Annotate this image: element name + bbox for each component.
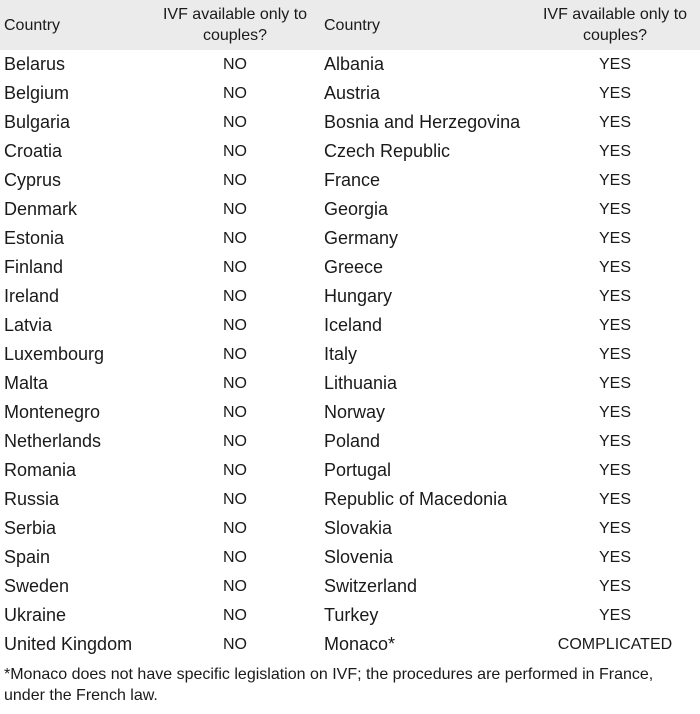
right-ivf-status-cell: YES xyxy=(598,114,631,131)
left-ivf-status-cell: NO xyxy=(223,172,247,189)
left-ivf-status-cell: NO xyxy=(223,346,247,363)
left-country-cell: Finland xyxy=(4,257,64,277)
right-ivf-status-cell: YES xyxy=(598,404,631,421)
left-ivf-status-cell: NO xyxy=(223,462,247,479)
table-row xyxy=(0,311,700,340)
table-row xyxy=(0,137,700,166)
left-ivf-status-cell: NO xyxy=(223,85,247,102)
left-country-cell: Belgium xyxy=(4,83,70,103)
right-country-cell: Italy xyxy=(324,344,358,364)
right-country-cell: Austria xyxy=(324,83,381,103)
left-country-cell: Romania xyxy=(4,460,77,480)
table-row xyxy=(0,195,700,224)
right-ivf-status-cell: YES xyxy=(598,288,631,305)
right-ivf-status-cell: YES xyxy=(598,230,631,247)
right-country-cell: Republic of Macedonia xyxy=(324,489,508,509)
right-country-cell: Monaco* xyxy=(324,634,396,654)
right-ivf-status-cell: YES xyxy=(598,433,631,450)
table-row xyxy=(0,369,700,398)
right-country-cell: Czech Republic xyxy=(324,141,451,161)
right-country-cell: Switzerland xyxy=(324,576,418,596)
table-row xyxy=(0,282,700,311)
table-row xyxy=(0,224,700,253)
right-ivf-status-cell: YES xyxy=(598,172,631,189)
table-row xyxy=(0,630,700,659)
right-ivf-status-cell: YES xyxy=(598,549,631,566)
right-country-cell: Georgia xyxy=(324,199,389,219)
header-country-right: Country xyxy=(320,0,530,50)
right-ivf-status-cell: YES xyxy=(598,85,631,102)
right-ivf-status-cell: YES xyxy=(598,520,631,537)
right-ivf-status-cell: YES xyxy=(598,462,631,479)
table-row xyxy=(0,398,700,427)
left-ivf-status-cell: NO xyxy=(223,259,247,276)
left-country-cell: Belarus xyxy=(4,54,66,74)
right-country-cell: Albania xyxy=(324,54,385,74)
right-country-cell: Lithuania xyxy=(324,373,398,393)
left-ivf-status-cell: NO xyxy=(223,433,247,450)
right-ivf-status-cell: YES xyxy=(598,317,631,334)
left-country-cell: Ukraine xyxy=(4,605,67,625)
table-row xyxy=(0,253,700,282)
left-ivf-status-cell: NO xyxy=(223,143,247,160)
table-row xyxy=(0,485,700,514)
right-ivf-status-cell: YES xyxy=(598,491,631,508)
left-country-cell: Montenegro xyxy=(4,402,101,422)
left-country-cell: Luxembourg xyxy=(4,344,105,364)
table-row xyxy=(0,50,700,79)
right-country-cell: Germany xyxy=(324,228,399,248)
left-ivf-status-cell: NO xyxy=(223,201,247,218)
table-row xyxy=(0,514,700,543)
footnote: *Monaco does not have specific legislation on IVF; the procedures are performed in France, under the French law. xyxy=(4,666,654,704)
table-row xyxy=(0,108,700,137)
table-row xyxy=(0,572,700,601)
table-row xyxy=(0,427,700,456)
table-row xyxy=(0,340,700,369)
left-ivf-status-cell: NO xyxy=(223,607,247,624)
right-country-cell: Bosnia and Herzegovina xyxy=(324,112,521,132)
left-ivf-status-cell: NO xyxy=(223,636,247,653)
left-country-cell: Ireland xyxy=(4,286,60,306)
right-country-cell: Turkey xyxy=(324,605,379,625)
left-country-cell: Netherlands xyxy=(4,431,102,451)
table-body xyxy=(0,50,700,659)
left-country-cell: Latvia xyxy=(4,315,53,335)
left-country-cell: Sweden xyxy=(4,576,70,596)
header-row xyxy=(0,0,700,50)
right-country-cell: Hungary xyxy=(324,286,393,306)
table-row xyxy=(0,166,700,195)
right-country-cell: Slovakia xyxy=(324,518,393,538)
left-ivf-status-cell: NO xyxy=(223,288,247,305)
right-country-cell: Poland xyxy=(324,431,381,451)
left-ivf-status-cell: NO xyxy=(223,491,247,508)
right-country-cell: Iceland xyxy=(324,315,383,335)
right-ivf-status-cell: COMPLICATED xyxy=(557,636,673,653)
right-ivf-status-cell: YES xyxy=(598,607,631,624)
right-ivf-status-cell: YES xyxy=(598,259,631,276)
left-ivf-status-cell: NO xyxy=(223,404,247,421)
left-country-cell: Bulgaria xyxy=(4,112,71,132)
left-ivf-status-cell: NO xyxy=(223,549,247,566)
right-ivf-status-cell: YES xyxy=(598,201,631,218)
right-ivf-status-cell: YES xyxy=(598,56,631,73)
left-ivf-status-cell: NO xyxy=(223,578,247,595)
left-country-cell: Croatia xyxy=(4,141,63,161)
table-row xyxy=(0,79,700,108)
left-country-cell: Cyprus xyxy=(4,170,62,190)
right-country-cell: Portugal xyxy=(324,460,392,480)
left-ivf-status-cell: NO xyxy=(223,230,247,247)
right-country-cell: Slovenia xyxy=(324,547,394,567)
right-ivf-status-cell: YES xyxy=(598,375,631,392)
left-country-cell: Malta xyxy=(4,373,49,393)
left-ivf-status-cell: NO xyxy=(223,375,247,392)
right-ivf-status-cell: YES xyxy=(598,143,631,160)
header-ivf-left: IVF available only to couples? xyxy=(150,0,320,50)
right-country-cell: France xyxy=(324,170,381,190)
table-header xyxy=(0,0,700,50)
table-row xyxy=(0,601,700,630)
right-ivf-status-cell: YES xyxy=(598,578,631,595)
left-ivf-status-cell: NO xyxy=(223,114,247,131)
left-country-cell: United Kingdom xyxy=(4,634,133,654)
left-ivf-status-cell: NO xyxy=(223,317,247,334)
left-country-cell: Serbia xyxy=(4,518,57,538)
left-country-cell: Spain xyxy=(4,547,51,567)
right-ivf-status-cell: YES xyxy=(598,346,631,363)
header-country-left: Country xyxy=(0,0,150,50)
left-country-cell: Denmark xyxy=(4,199,78,219)
right-country-cell: Norway xyxy=(324,402,386,422)
left-country-cell: Russia xyxy=(4,489,60,509)
left-ivf-status-cell: NO xyxy=(223,520,247,537)
table-row xyxy=(0,543,700,572)
header-ivf-right: IVF available only to couples? xyxy=(530,0,700,50)
table-row xyxy=(0,456,700,485)
left-ivf-status-cell: NO xyxy=(223,56,247,73)
left-country-cell: Estonia xyxy=(4,228,65,248)
right-country-cell: Greece xyxy=(324,257,384,277)
